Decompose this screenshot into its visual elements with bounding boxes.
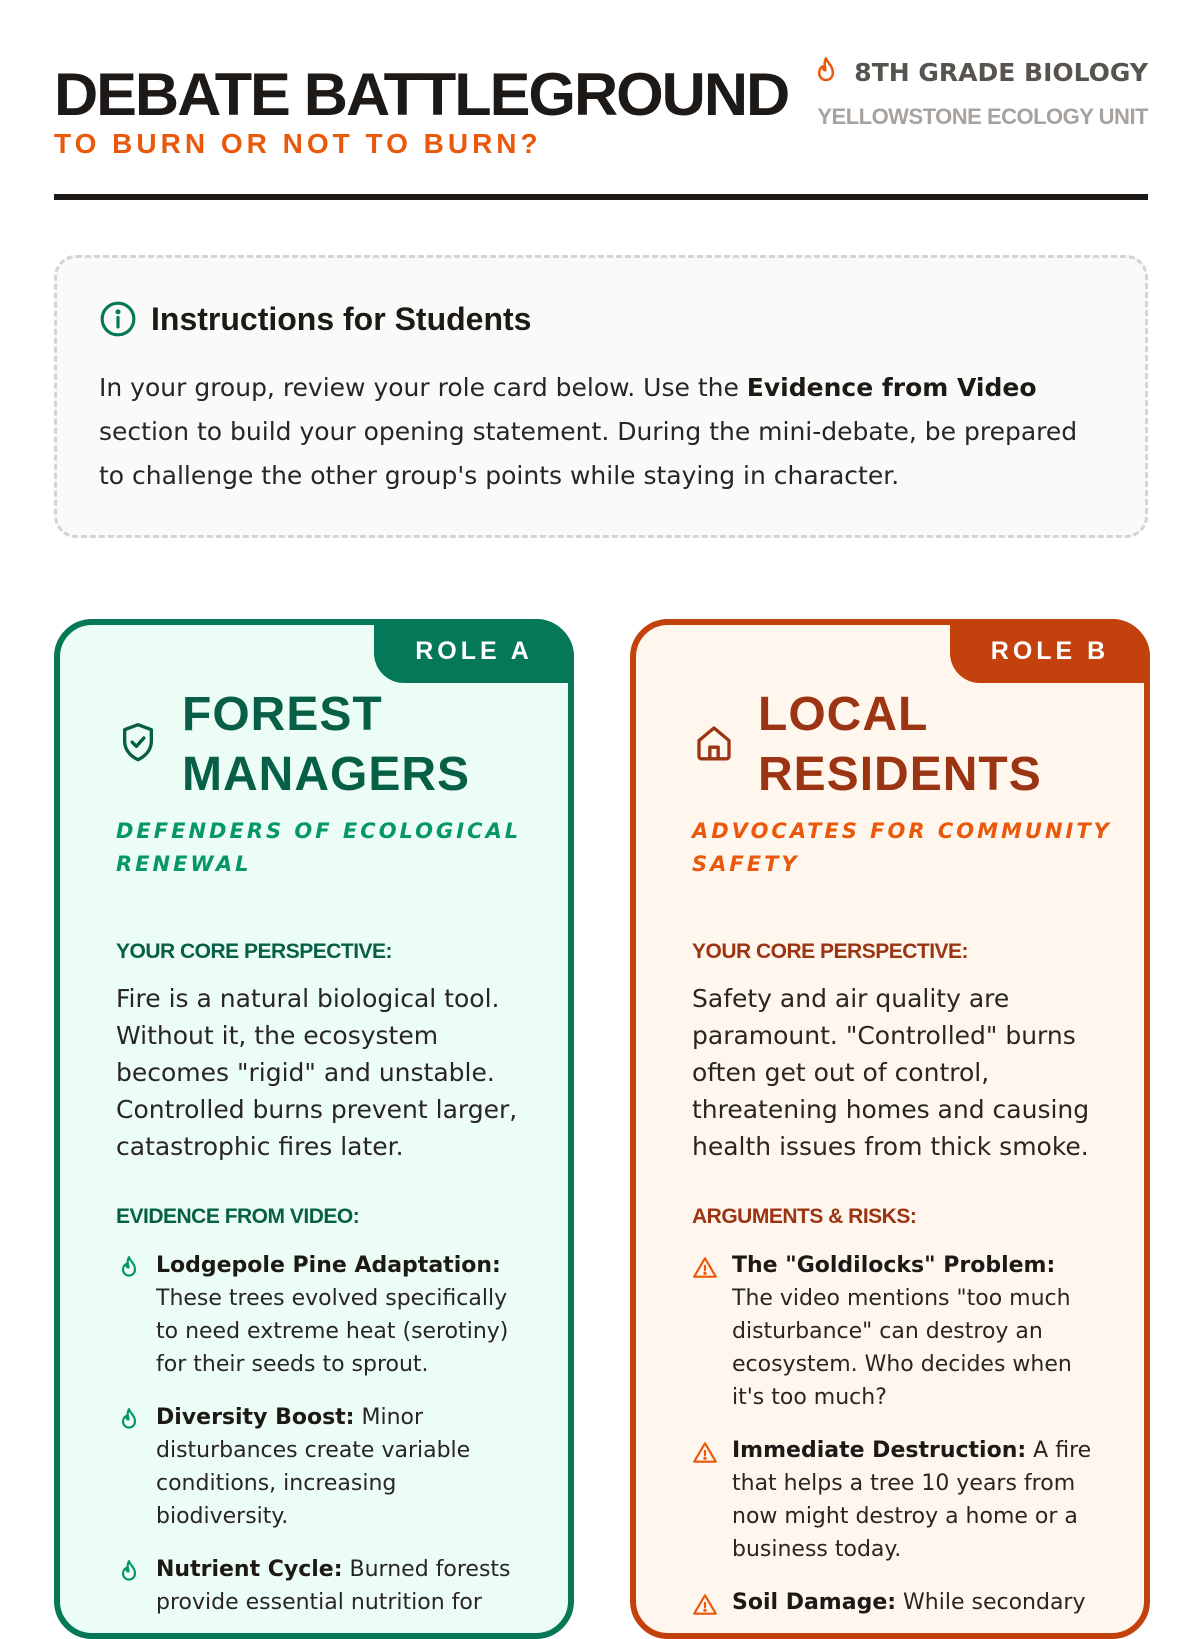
role-b-subtitle: ADVOCATES FOR COMMUNITY SAFETY [692,819,1112,876]
role-b-arguments-list [692,1249,1092,1639]
grade-label: 8TH GRADE BIOLOGY [854,57,1148,87]
instructions-title: Instructions for Students [151,300,532,337]
role-b-perspective: Safety and air quality are paramount. "Controlled" burns often get out of control, threatening homes and causing health issues from thick smoke. [692,984,1090,1161]
list-item [692,1586,1092,1619]
list-item [692,1249,1092,1414]
role-b-title-line2: RESIDENTS [758,748,1042,801]
role-a-title-line1: FOREST [182,688,383,741]
home-icon [694,721,734,765]
evidence-item-title: Lodgepole Pine Adaptation: [156,1253,501,1278]
role-b-tab: ROLE B [950,619,1150,683]
grade-row [812,56,1148,88]
header-divider [54,194,1148,200]
info-icon [99,300,137,338]
instructions-text [99,366,1109,498]
role-b-title-line1: LOCAL [758,688,929,741]
argument-item-text: While secondary [896,1590,1086,1615]
evidence-item-text: Burned forests provide essential nutrition for [156,1557,511,1615]
shield-check-icon [118,721,158,765]
argument-item-text: A fire that helps a tree 10 years from now might destroy a home or a business today. [732,1438,1092,1562]
unit-label: YELLOWSTONE ECOLOGY UNIT [817,104,1148,129]
page-header [54,52,1148,202]
evidence-item-title: Nutrient Cycle: [156,1557,343,1582]
warning-icon [692,1592,718,1618]
role-a-title [182,685,470,805]
role-card-local-residents [630,619,1150,1639]
instructions-text-end: section to build your opening statement. During the mini-debate, be prepared to challenge the other group's points while staying in character. [99,417,1078,490]
warning-icon [692,1255,718,1281]
argument-item-title: The "Goldilocks" Problem: [732,1253,1056,1278]
role-a-title-line2: MANAGERS [182,748,471,801]
instructions-box [54,255,1148,538]
instructions-text-start: In your group, review your role card below. Use the [99,373,747,402]
evidence-item-text: Minor disturbances create variable conditions, increasing biodiversity. [156,1405,471,1529]
role-a-perspective: Fire is a natural biological tool. Without it, the ecosystem becomes "rigid" and unstable. Controlled burns prevent larger, catastrophic fires later. [116,984,518,1161]
role-b-title [758,685,1042,805]
page-title: DEBATE BATTLEGROUND [54,61,789,128]
flame-icon [812,56,840,88]
role-a-tab: ROLE A [374,619,574,683]
evidence-item-title: Diversity Boost: [156,1405,355,1430]
argument-item-text: The video mentions "too much disturbance" can destroy an ecosystem. Who decides when it's too much? [732,1286,1072,1410]
list-item [692,1434,1092,1566]
role-b-perspective-label: YOUR CORE PERSPECTIVE: [692,940,969,963]
flame-icon [116,1559,142,1585]
list-item [116,1249,516,1381]
evidence-item-text: These trees evolved specifically to need extreme heat (serotiny) for their seeds to sprout. [156,1286,509,1377]
role-a-perspective-label: YOUR CORE PERSPECTIVE: [116,940,393,963]
argument-item-title: Soil Damage: [732,1590,897,1615]
list-item [116,1401,516,1533]
role-b-arguments-label: ARGUMENTS & RISKS: [692,1205,917,1228]
page-subtitle: TO BURN OR NOT TO BURN? [54,128,542,159]
list-item [116,1553,516,1619]
argument-item-title: Immediate Destruction: [732,1438,1027,1463]
flame-icon [116,1407,142,1433]
role-a-evidence-label: EVIDENCE FROM VIDEO: [116,1205,360,1228]
role-card-forest-managers [54,619,574,1639]
flame-icon [116,1255,142,1281]
instructions-heading [99,300,531,338]
instructions-emphasis: Evidence from Video [746,373,1037,402]
role-a-subtitle: DEFENDERS OF ECOLOGICAL RENEWAL [116,819,522,876]
warning-icon [692,1440,718,1466]
role-a-evidence-list [116,1249,516,1639]
